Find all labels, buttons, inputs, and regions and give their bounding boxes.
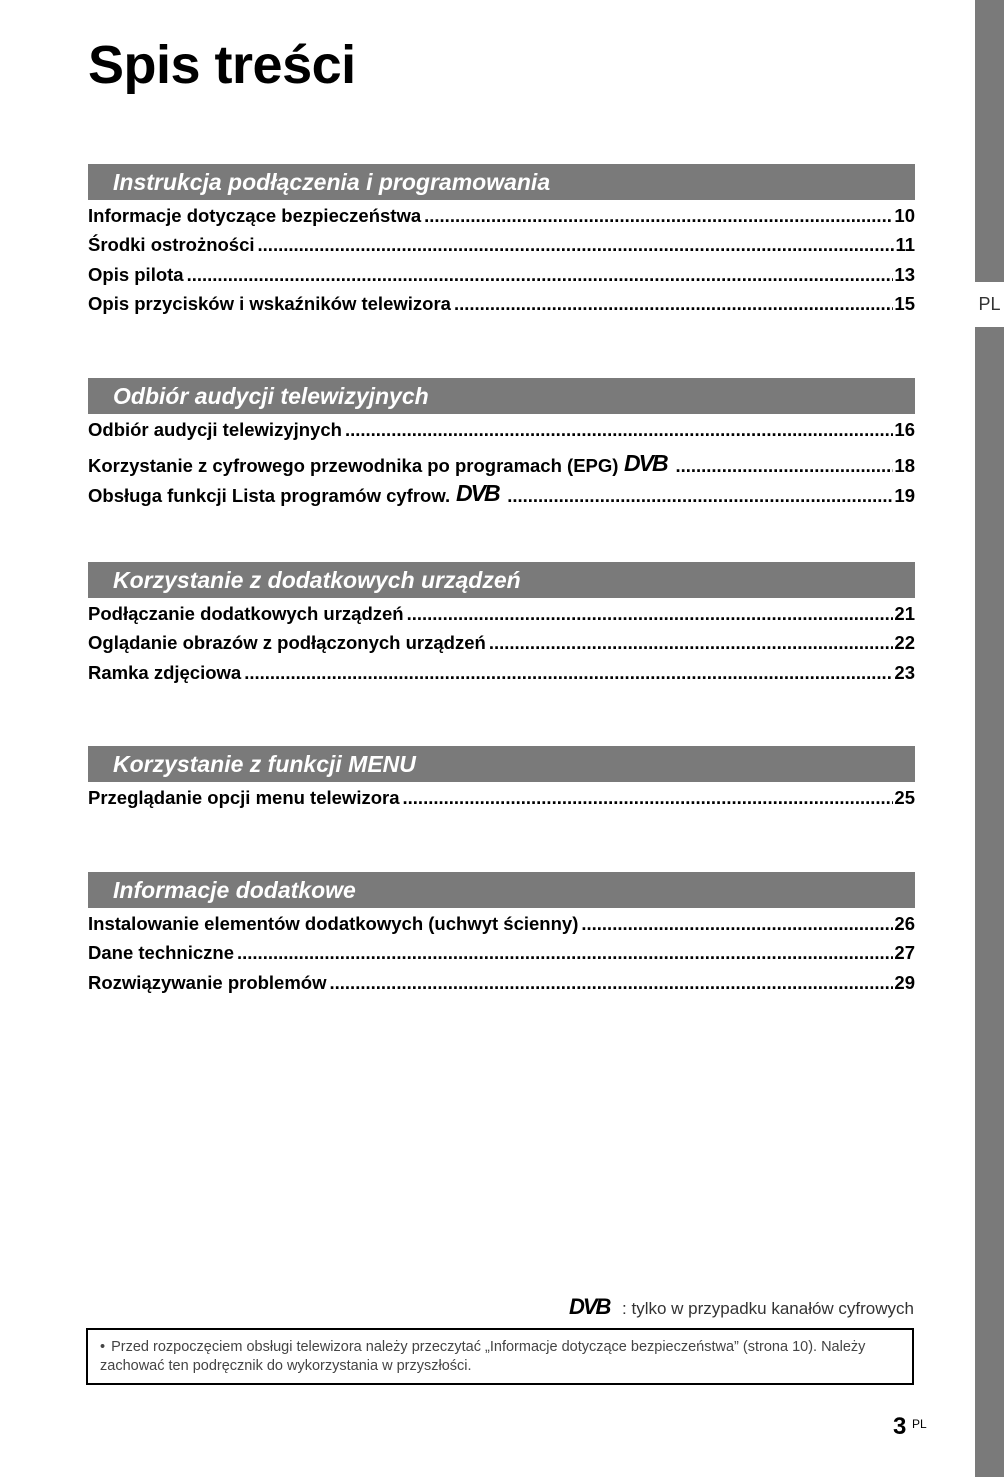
dvb-legend xyxy=(569,1295,914,1322)
toc-leader-dots xyxy=(407,603,894,625)
toc-entry-page: 13 xyxy=(894,263,915,285)
toc-entry[interactable] xyxy=(88,205,915,234)
toc-entry[interactable] xyxy=(88,913,915,942)
toc-leader-dots xyxy=(675,455,893,477)
toc-entry-title: Opis pilota xyxy=(88,263,184,285)
toc-entry-page: 10 xyxy=(894,205,915,226)
toc-leader-dots xyxy=(258,234,895,256)
toc-entry-title: Oglądanie obrazów z podłączonych urządzeń xyxy=(88,632,486,654)
toc-leader-dots xyxy=(424,205,893,227)
toc-entry-title: Ramka zdjęciowa xyxy=(88,661,242,683)
section-header: Instrukcja podłączenia i programowania xyxy=(88,164,915,200)
toc-entry[interactable] xyxy=(88,419,915,448)
toc-entry-title: Środki ostrożności xyxy=(88,234,255,256)
toc-entry[interactable] xyxy=(88,448,915,477)
toc-entry[interactable] xyxy=(88,478,915,507)
toc-entry-page: 27 xyxy=(894,942,915,964)
toc-section xyxy=(88,746,915,816)
svg-text:DVB: DVB xyxy=(624,451,667,476)
toc-entry-title: Informacje dotyczące bezpieczeństwa xyxy=(88,205,422,226)
toc-entry-title: Opis przycisków i wskaźników telewizora xyxy=(88,292,451,314)
toc-entry-page: 18 xyxy=(894,455,915,477)
toc-entry-title: Instalowanie elementów dodatkowych (uchwyt ścienny) xyxy=(88,913,579,934)
svg-text:DVB: DVB xyxy=(569,1295,610,1317)
dvb-logo-icon xyxy=(569,1295,617,1322)
toc-leader-dots xyxy=(507,485,893,507)
toc-leader-dots xyxy=(187,264,894,286)
toc-entry[interactable] xyxy=(88,972,915,1001)
toc-leader-dots xyxy=(403,787,894,809)
toc-leader-dots xyxy=(330,972,894,994)
section-header: Odbiór audycji telewizyjnych xyxy=(88,378,915,414)
section-header: Korzystanie z dodatkowych urządzeń xyxy=(88,562,915,598)
side-tab-bar-top xyxy=(975,0,1004,282)
dvb-logo-icon xyxy=(624,451,672,477)
notice-box xyxy=(86,1328,914,1385)
toc-entry-title: Dane techniczne xyxy=(88,942,234,964)
toc-entry[interactable] xyxy=(88,632,915,661)
toc-entry-page: 26 xyxy=(894,913,915,934)
toc-leader-dots xyxy=(581,913,893,935)
toc-leader-dots xyxy=(244,662,893,684)
toc-entry[interactable] xyxy=(88,264,915,293)
notice-text: Przed rozpoczęciem obsługi telewizora należy przeczytać „Informacje dotyczące bezpieczeństwa” (strona 10). Należy zachować ten podręcznik do wykorzystania w przyszłości. xyxy=(100,1339,866,1374)
toc-entry[interactable] xyxy=(88,234,915,263)
dvb-legend-text: : tylko w przypadku kanałów cyfrowych xyxy=(622,1298,914,1318)
toc-entry-page: 22 xyxy=(894,632,915,654)
section-header: Informacje dodatkowe xyxy=(88,872,915,908)
toc-entry-page: 21 xyxy=(894,603,915,624)
toc-entry-title: Rozwiązywanie problemów xyxy=(88,971,327,993)
language-tab-label: PL xyxy=(978,294,1001,314)
toc-entry-page: 23 xyxy=(894,661,915,683)
toc-entry[interactable] xyxy=(88,787,915,816)
toc-section xyxy=(88,562,915,691)
toc-entry-page: 29 xyxy=(894,971,915,993)
toc-section xyxy=(88,378,915,507)
toc-leader-dots xyxy=(345,419,893,441)
section-header: Korzystanie z funkcji MENU xyxy=(88,746,915,782)
toc-entry-page: 16 xyxy=(894,419,915,440)
svg-text:DVB: DVB xyxy=(456,480,499,505)
toc-entry-page: 25 xyxy=(894,787,915,808)
toc-section xyxy=(88,872,915,1001)
toc-section xyxy=(88,164,915,322)
toc-entry[interactable] xyxy=(88,603,915,632)
toc-entry-title: Podłączanie dodatkowych urządzeń xyxy=(88,603,404,624)
toc-entry-title: Przeglądanie opcji menu telewizora xyxy=(88,787,400,808)
toc-entry-title: Korzystanie z cyfrowego przewodnika po programach (EPG) xyxy=(88,455,619,477)
toc-entry[interactable] xyxy=(88,293,915,322)
toc-entry-page: 11 xyxy=(895,234,915,256)
page-number-suffix: PL xyxy=(912,1417,927,1431)
toc-entry-page: 15 xyxy=(894,292,915,314)
toc-entry[interactable] xyxy=(88,942,915,971)
bullet-icon: • xyxy=(100,1339,106,1355)
toc-entry-title: Obsługa funkcji Lista programów cyfrow. xyxy=(88,484,451,506)
toc-leader-dots xyxy=(489,632,894,654)
dvb-logo-icon xyxy=(456,481,504,507)
toc-leader-dots xyxy=(454,293,893,315)
side-tab-bar-bottom xyxy=(975,327,1004,1477)
toc-entry[interactable] xyxy=(88,662,915,691)
toc-leader-dots xyxy=(237,942,893,964)
page-title: Spis treści xyxy=(88,35,356,95)
page-number: 3 xyxy=(893,1413,907,1440)
toc-entry-title: Odbiór audycji telewizyjnych xyxy=(88,419,342,440)
toc-entry-page: 19 xyxy=(894,484,915,506)
